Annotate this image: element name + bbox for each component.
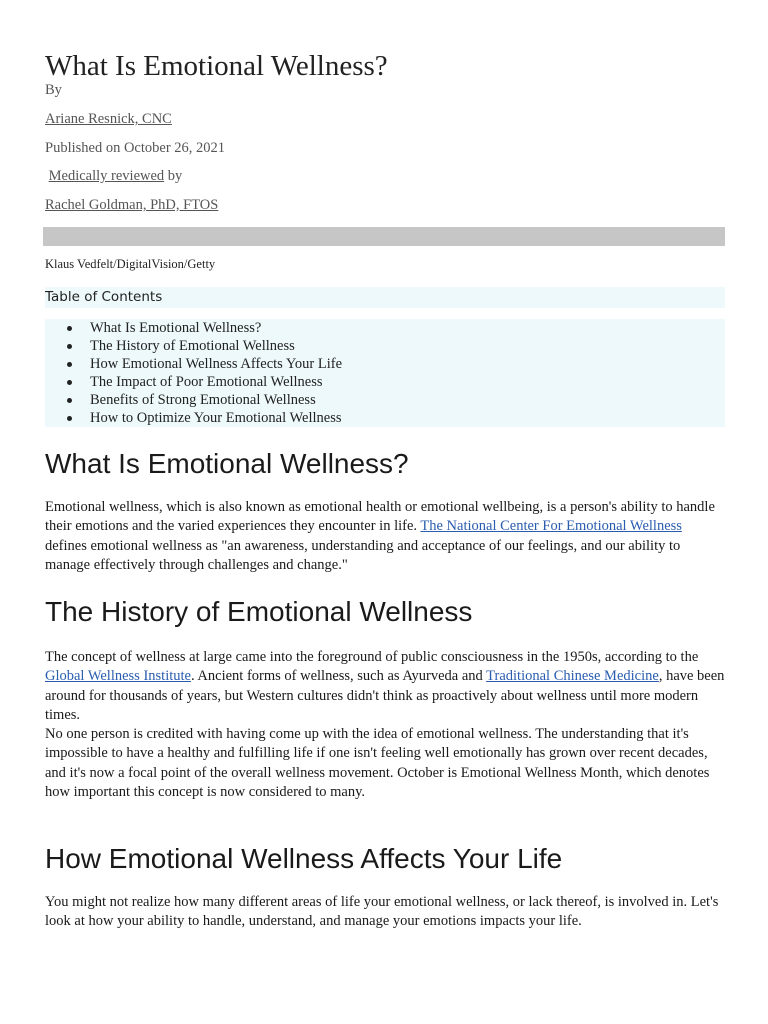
- article-title: What Is Emotional Wellness?: [45, 50, 388, 82]
- paragraph: You might not realize how many different areas of life your emotional wellness, or lack thereof, is involved in. Let's look at how your ability to handle, understand, and manage your emotions impacts your life.: [45, 894, 719, 930]
- toc-list: [45, 319, 725, 427]
- paragraph: Emotional wellness, which is also known as emotional health or emotional wellbeing, is a person's ability to handle their emotions and the varied experiences they encounter in life. The National Center For Emotional Wellness defines emotional wellness as "an awareness, understanding and acceptance of our feelings, and our ability to manage effectively through challenges and change.": [45, 499, 715, 574]
- toc-item[interactable]: What Is Emotional Wellness?: [45, 319, 725, 337]
- author-row: [45, 110, 172, 128]
- image-credit: Klaus Vedfelt/DigitalVision/Getty: [45, 257, 216, 271]
- reviewer-link[interactable]: Rachel Goldman, PhD, FTOS: [45, 197, 219, 213]
- reviewer-row: [45, 196, 218, 214]
- bullet-icon: [67, 398, 72, 403]
- byline-label: By: [45, 82, 62, 98]
- section-heading-affects: How Emotional Wellness Affects Your Life: [45, 843, 563, 874]
- toc-item[interactable]: How to Optimize Your Emotional Wellness: [45, 409, 725, 427]
- toc-item[interactable]: The Impact of Poor Emotional Wellness: [45, 373, 725, 391]
- global-wellness-institute-link[interactable]: Global Wellness Institute: [45, 668, 191, 685]
- article-image-placeholder: [43, 227, 725, 246]
- toc-header[interactable]: Table of Contents: [45, 287, 725, 308]
- bullet-icon: [67, 326, 72, 331]
- section-heading-history: The History of Emotional Wellness: [45, 596, 473, 627]
- reviewed-by-label: by: [164, 168, 183, 184]
- section-heading-what-is: What Is Emotional Wellness?: [45, 448, 409, 479]
- paragraph: The concept of wellness at large came into the foreground of public consciousness in the 1950s, according to the Global Wellness Institute. Ancient forms of wellness, such as Ayurveda and Traditional Chinese Medicine, have been around for thousands of years, but Western cultures didn't think as proactively about wellness until more modern times.: [45, 649, 725, 724]
- bullet-icon: [67, 380, 72, 385]
- bullet-icon: [67, 362, 72, 367]
- paragraph: No one person is credited with having come up with the idea of emotional wellness. The understanding that it's impossible to have a healthy and fulfilling life if one isn't feeling well emotionally has grown over recent decades, and it's now a focal point of the overall wellness movement. October is Emotional Wellness Month, which denotes how important this concept is now considered to many.: [45, 726, 710, 801]
- review-row: [45, 167, 182, 185]
- toc-item[interactable]: Benefits of Strong Emotional Wellness: [45, 391, 725, 409]
- bullet-icon: [67, 416, 72, 421]
- bullet-icon: [67, 344, 72, 349]
- published-date: Published on October 26, 2021: [45, 140, 226, 156]
- ncew-link[interactable]: The National Center For Emotional Wellness: [420, 518, 682, 535]
- toc-item[interactable]: The History of Emotional Wellness: [45, 337, 725, 355]
- tcm-link[interactable]: Traditional Chinese Medicine: [486, 668, 659, 685]
- author-link[interactable]: Ariane Resnick, CNC: [45, 111, 172, 127]
- medically-reviewed-link[interactable]: Medically reviewed: [48, 168, 165, 184]
- toc-item[interactable]: How Emotional Wellness Affects Your Life: [45, 355, 725, 373]
